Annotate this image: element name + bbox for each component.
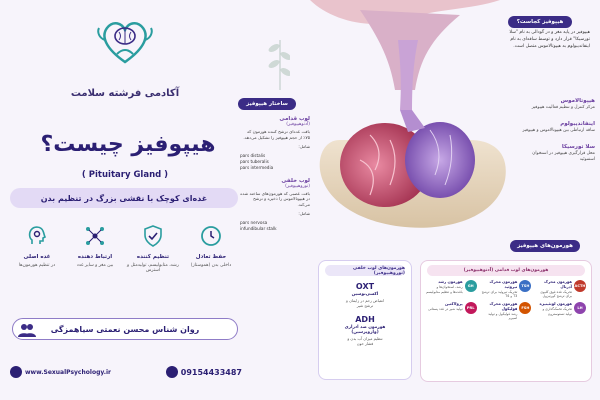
tagline-text: غده‌ای کوچک با نقشی بزرگ در تنظیم بدن <box>40 193 208 203</box>
anterior-part: pars tuberalis <box>240 158 269 164</box>
label-sella-turcica <box>520 144 595 163</box>
page-title: هیپوفیز چیست؟ <box>40 132 216 157</box>
posterior-desc: بافت عصبی که هورمون‌های ساخته شده در هیپوتالاموس را ذخیره و ترشح می‌کند. <box>240 190 310 208</box>
hormone-desc: تنظیم میزان آب بدن و فشار خون <box>347 335 383 346</box>
hormone-card <box>481 280 532 299</box>
feature-desc: داخلی بدن (هموستاز) <box>190 262 232 268</box>
posterior-title: لوب خلفی <box>281 177 310 184</box>
anterior-hormones-box <box>420 260 592 382</box>
hormone-name: هورمون محرک فولیکول <box>489 301 518 311</box>
anterior-parts-label: شامل: <box>298 143 310 149</box>
posterior-hormones-box <box>318 260 412 380</box>
posterior-hormones-title: هورمون‌های لوب خلفی (نوروهیپوفیز) <box>325 265 405 276</box>
hormone-badge: FSH <box>519 302 531 314</box>
hormone-badge: ACTH <box>574 280 586 292</box>
hormone-card <box>426 302 477 321</box>
label-infundibulum <box>520 121 595 134</box>
feature-title: ارتباط دهنده <box>77 254 113 260</box>
hormone-desc: انقباض رحم در زایمان و ترشح شیر <box>346 298 384 309</box>
label-desc: مرکز کنترل و تنظیم فعالیت هیپوفیز <box>531 105 595 110</box>
label-desc: محل قرارگیری هیپوفیز در استخوان اسفنوئید <box>532 151 595 163</box>
hormone-desc: تحریک تخمک‌گذاری و تولید تستوسترون <box>542 306 572 316</box>
presenter-bar <box>12 318 238 340</box>
academy-logo <box>95 10 155 70</box>
feature-title: تنظیم کننده <box>136 254 170 260</box>
hormone-card <box>535 280 586 299</box>
hormone-card <box>481 302 532 321</box>
clock-cycle-icon <box>197 222 225 250</box>
hormone-name: پرولاکتین <box>444 301 463 307</box>
hormone-badge: GH <box>465 280 477 292</box>
hormone-name: هورمون محرک تیروئید <box>489 279 518 289</box>
heart-brain-logo-icon <box>95 10 155 70</box>
phone-number: 09154433487 <box>180 367 242 377</box>
network-icon <box>81 222 109 250</box>
feature-desc: رشد، متابولیسم، تولیدمثل و استرس <box>127 262 179 274</box>
website-url: www.SexualPsychology.ir <box>25 368 112 376</box>
hormone-name: هورمون ضد ادراری (وازوپرسین) <box>344 324 386 335</box>
people-icon <box>18 322 36 336</box>
hormone-abbr: OXT <box>355 282 375 291</box>
hormone-name: هورمون محرک آدرنال <box>544 279 572 289</box>
hormone-desc: تحریک غده فوق کلیوی برای ترشح کورتیزول <box>540 289 572 299</box>
hormone-desc: رشد فولیکول و تولید اسپرم <box>488 311 518 321</box>
hormone-name: هورمون رشد <box>438 279 463 284</box>
posterior-part: infundibular stalk <box>240 226 277 232</box>
anterior-subtitle: (آدنوهیپوفیز) <box>286 122 310 127</box>
feature-item <box>184 222 238 312</box>
head-gear-icon <box>23 222 51 250</box>
features-row <box>10 222 238 312</box>
tagline-bar <box>10 188 238 208</box>
footer <box>10 360 242 384</box>
presenter-name: روان شناس محسن نعمتی سیاهمزگی <box>50 324 200 334</box>
page-subtitle: ( Pituitary Gland ) <box>81 170 169 180</box>
feature-item <box>10 222 64 312</box>
hormone-desc: تولید شیر در غدد پستانی <box>428 306 463 311</box>
hormone-desc: رشد، استخوان‌ها و بافت‌ها و تنظیم متابولیسم <box>426 284 463 294</box>
hormone-badge: LH <box>574 302 586 314</box>
academy-name: آکادمی فرشته سلامت <box>70 88 180 99</box>
anterior-hormones-title: هورمون‌های لوب قدامی (آدنوهیپوفیز) <box>427 265 585 276</box>
hormone-abbr: ADH <box>355 314 375 324</box>
anatomy-labels <box>520 98 595 173</box>
phone-contact[interactable] <box>166 366 242 378</box>
label-title: سلا تورسیکا <box>561 144 595 151</box>
where-text: هیپوفیز در پایه مغز و در گودالی به نام "سلا تورسیکا" قرار دارد و توسط ساقه‌ای به نام اینفاندیبولوم به هیپوتالاموس متصل است. <box>509 30 590 49</box>
label-hypothalamus <box>520 98 595 111</box>
hormone-badge: PRL <box>465 302 477 314</box>
where-badge: هیپوفیز کجاست؟ <box>508 16 572 28</box>
hormone-name: هورمون لوتئینیزه <box>539 301 572 307</box>
posterior-subtitle: (نوروهیپوفیز) <box>285 183 310 189</box>
feature-desc: در تنظیم هورمون‌ها <box>18 262 56 268</box>
feature-title: حفظ تعادل <box>195 254 227 260</box>
hormone-badge: TSH <box>519 280 531 292</box>
anterior-hormones-grid <box>421 276 591 321</box>
shield-check-icon <box>139 222 167 250</box>
website-contact[interactable] <box>10 366 111 378</box>
structure-badge: ساختار هیپوفیز <box>238 98 296 110</box>
label-desc: ساقه ارتباطی بین هیپوتالاموس و هیپوفیز <box>522 128 595 134</box>
hormone-name: اکسی‌توسین <box>351 292 379 297</box>
feature-item <box>68 222 122 312</box>
structure-panel <box>240 116 310 233</box>
hormone-card <box>426 280 477 299</box>
feature-desc: بین مغز و سایر غدد <box>76 262 114 268</box>
hormone-card <box>344 315 386 347</box>
hormone-card <box>344 282 386 309</box>
anterior-title: لوب قدامی <box>279 116 310 122</box>
posterior-part: pars nervosa <box>240 220 268 226</box>
phone-icon <box>166 366 178 378</box>
hormones-badge: هورمون‌های هیپوفیز <box>510 240 580 252</box>
posterior-parts-label: شامل: <box>298 211 310 217</box>
hormone-card <box>535 302 586 321</box>
label-title: هیپوتالاموس <box>560 98 595 104</box>
pituitary-illustration <box>290 0 520 260</box>
globe-icon <box>10 366 22 378</box>
hormone-desc: تحریک تیروئید برای ترشح T3 و T4 <box>481 289 518 299</box>
anterior-desc: بافت غده‌ای ترشح کننده هورمون که ۷۵٪ از حجم هیپوفیز را تشکیل می‌دهد. <box>243 129 310 140</box>
label-title: اینفاندیبولوم <box>560 121 595 128</box>
anterior-part: pars distalis <box>240 152 266 158</box>
feature-title: غده اصلی <box>23 254 51 260</box>
feature-item <box>126 222 180 312</box>
anterior-part: pars intermedia <box>240 165 274 171</box>
